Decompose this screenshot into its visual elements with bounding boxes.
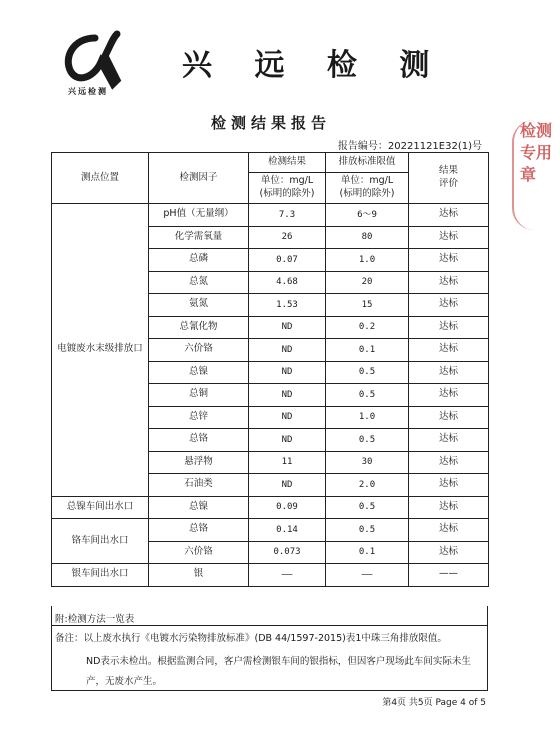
result-cell: 0.073	[249, 541, 326, 564]
limit-cell: 0.5	[326, 429, 409, 452]
header-result-unit-text: 单位：mg/L	[260, 175, 314, 187]
factor-cell: 六价铬	[149, 339, 249, 362]
attachment-note: 附:检测方法一览表	[55, 614, 135, 625]
result-cell: 11	[249, 451, 326, 474]
eval-cell: 达标	[409, 226, 489, 249]
limit-cell: 30	[326, 451, 409, 474]
table-row	[52, 204, 489, 227]
result-cell: 7.3	[249, 204, 326, 227]
limit-cell: 0.5	[326, 496, 409, 519]
limit-cell: ——	[326, 564, 409, 587]
result-cell: 1.53	[249, 294, 326, 317]
eval-cell: 达标	[409, 406, 489, 429]
factor-cell: 银	[149, 564, 249, 587]
point-cell: 电镀废水末级排放口	[52, 204, 149, 497]
result-cell: ND	[249, 474, 326, 497]
eval-cell: 达标	[409, 361, 489, 384]
limit-cell: 0.5	[326, 384, 409, 407]
notes-divider	[52, 625, 487, 626]
limit-cell: 1.0	[326, 249, 409, 272]
factor-cell: pH值（无量纲）	[149, 204, 249, 227]
result-cell: 0.14	[249, 519, 326, 542]
header-limit-unit-text: 单位：mg/L	[340, 175, 394, 187]
header-factor: 检测因子	[149, 153, 249, 204]
limit-cell: 15	[326, 294, 409, 317]
result-cell: ——	[249, 564, 326, 587]
table-row	[52, 519, 489, 542]
factor-cell: 总铬	[149, 519, 249, 542]
header-eval-text: 结果 评价	[438, 165, 458, 189]
report-number: 报告编号：20221121E32(1)号	[337, 141, 482, 152]
factor-cell: 六价铬	[149, 541, 249, 564]
limit-cell: 0.2	[326, 316, 409, 339]
remark-nd: ND表示未检出。根据监测合同，客户需检测银车间的银指标，但因客户现场此车间实际未生产，无废水产生。	[86, 656, 471, 687]
factor-cell: 总镍	[149, 496, 249, 519]
header-result-unit	[249, 173, 326, 204]
point-cell: 铬车间出水口	[52, 519, 149, 564]
result-cell: ND	[249, 406, 326, 429]
factor-cell: 化学需氧量	[149, 226, 249, 249]
results-table	[51, 152, 489, 587]
factor-cell: 氨氮	[149, 294, 249, 317]
factor-cell: 总氰化物	[149, 316, 249, 339]
logo-caption: 兴远检测	[68, 86, 108, 96]
limit-cell: 0.5	[326, 519, 409, 542]
factor-cell: 总磷	[149, 249, 249, 272]
result-cell: ND	[249, 429, 326, 452]
header-limit-unit	[326, 173, 409, 204]
factor-cell: 总锌	[149, 406, 249, 429]
limit-cell: 2.0	[326, 474, 409, 497]
eval-cell: 达标	[409, 384, 489, 407]
result-cell: 0.07	[249, 249, 326, 272]
eval-cell: 达标	[409, 271, 489, 294]
header-eval	[409, 153, 489, 204]
brand-name: 兴 远 检 测	[182, 48, 446, 83]
result-cell: 0.09	[249, 496, 326, 519]
limit-cell: 20	[326, 271, 409, 294]
eval-cell: 达标	[409, 294, 489, 317]
page-footer: 第4页 共5页 Page 4 of 5	[382, 698, 486, 708]
point-cell: 银车间出水口	[52, 564, 149, 587]
header-result-title: 检测结果	[249, 153, 326, 173]
factor-cell: 总氮	[149, 271, 249, 294]
eval-cell: ——	[409, 564, 489, 587]
table-row	[52, 564, 489, 587]
result-cell: ND	[249, 316, 326, 339]
remark-standard: 备注：以上废水执行《电镀水污染物排放标准》(DB 44/1597-2015)表1中珠三角排放限值。	[55, 633, 447, 644]
eval-cell: 达标	[409, 541, 489, 564]
factor-cell: 总镍	[149, 361, 249, 384]
eval-cell: 达标	[409, 249, 489, 272]
table-row	[52, 496, 489, 519]
result-cell: 4.68	[249, 271, 326, 294]
point-cell: 总镍车间出水口	[52, 496, 149, 519]
eval-cell: 达标	[409, 316, 489, 339]
factor-cell: 总铬	[149, 429, 249, 452]
limit-cell: 0.5	[326, 361, 409, 384]
limit-cell: 80	[326, 226, 409, 249]
partial-stamp	[512, 120, 560, 230]
stamp-text: 检测 专用章	[520, 121, 553, 184]
factor-cell: 石油类	[149, 474, 249, 497]
result-cell: 26	[249, 226, 326, 249]
limit-cell: 0.1	[326, 541, 409, 564]
header-result-note: (标明的除外)	[259, 188, 315, 199]
eval-cell: 达标	[409, 519, 489, 542]
header-limit-note: (标明的除外)	[339, 188, 395, 199]
result-cell: ND	[249, 384, 326, 407]
limit-cell: 6～9	[326, 204, 409, 227]
eval-cell: 达标	[409, 496, 489, 519]
eval-cell: 达标	[409, 474, 489, 497]
notes-section	[51, 606, 488, 691]
header-point: 测点位置	[52, 153, 149, 204]
eval-cell: 达标	[409, 339, 489, 362]
result-cell: ND	[249, 339, 326, 362]
eval-cell: 达标	[409, 429, 489, 452]
factor-cell: 悬浮物	[149, 451, 249, 474]
factor-cell: 总铜	[149, 384, 249, 407]
limit-cell: 0.1	[326, 339, 409, 362]
eval-cell: 达标	[409, 451, 489, 474]
limit-cell: 1.0	[326, 406, 409, 429]
result-cell: ND	[249, 361, 326, 384]
header-limit-title: 排放标准限值	[326, 153, 409, 173]
eval-cell: 达标	[409, 204, 489, 227]
company-logo	[55, 28, 121, 94]
report-title: 检测结果报告	[210, 114, 331, 132]
